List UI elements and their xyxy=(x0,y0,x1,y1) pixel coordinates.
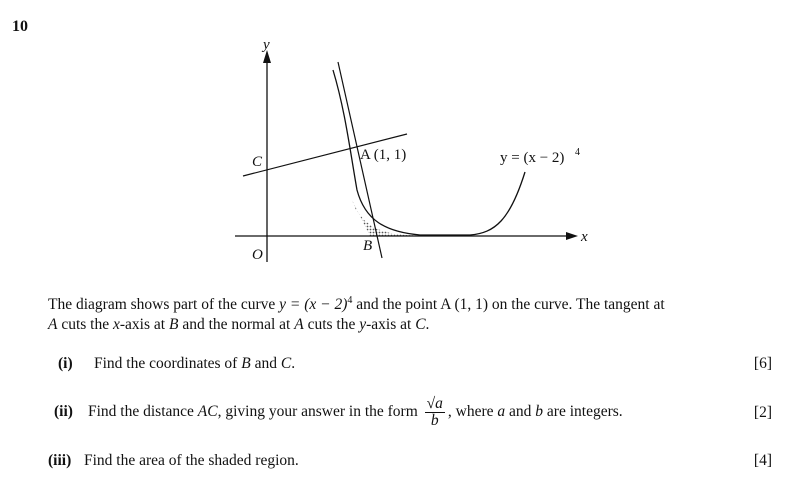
marks: [2] xyxy=(753,404,772,421)
stem-var: C xyxy=(415,316,426,334)
part-text: , where xyxy=(447,403,498,421)
stem-var: A xyxy=(294,316,304,334)
stem-equation: y = (x − 2) xyxy=(279,296,348,314)
stem-text: on the curve. The tangent at xyxy=(488,296,665,314)
stem-var: y xyxy=(359,316,367,334)
part-text: Find the coordinates of xyxy=(94,355,242,372)
stem-var: A xyxy=(48,316,58,334)
part-ii xyxy=(48,396,778,432)
part-text: Find the distance xyxy=(88,403,198,421)
x-axis-label: x xyxy=(581,229,588,245)
stem-line-1 xyxy=(48,291,778,315)
curve-label-exponent: 4 xyxy=(575,147,580,158)
part-text: and xyxy=(505,403,536,421)
part-text: , giving your answer in the form xyxy=(217,403,422,421)
question-number: 10 xyxy=(12,18,28,35)
part-text: Find the area of the shaded region. xyxy=(84,452,299,469)
stem-text: -axis at xyxy=(119,316,169,334)
stem-text: cuts the xyxy=(303,316,360,334)
part-text: . xyxy=(291,355,296,372)
part-text: and xyxy=(250,355,281,372)
x-axis-arrow xyxy=(566,232,578,240)
fraction-numerator: √a xyxy=(426,395,443,412)
stem-equation-exponent: 4 xyxy=(347,295,353,306)
stem-text: -axis at xyxy=(366,316,416,334)
stem-text: . xyxy=(425,316,430,334)
part-var: a xyxy=(497,403,506,421)
part-number: (ii) xyxy=(54,403,73,421)
point-b-label: B xyxy=(363,238,373,254)
marks: [4] xyxy=(753,452,772,469)
fraction-denominator: b xyxy=(430,412,439,429)
stem-text: and the normal at xyxy=(178,316,295,334)
point-a-label: A (1, 1) xyxy=(360,147,407,163)
stem-text: The diagram shows part of the curve xyxy=(48,296,280,314)
question-stem xyxy=(48,291,778,335)
fraction xyxy=(425,396,445,429)
marks: [6] xyxy=(753,355,772,372)
part-i xyxy=(48,355,778,377)
point-c-label: C xyxy=(252,154,263,170)
curve-label: y = (x − 2) xyxy=(500,150,565,166)
part-number: (i) xyxy=(58,355,73,372)
part-iii xyxy=(48,452,778,474)
part-var: b xyxy=(535,403,544,421)
origin-label: O xyxy=(252,247,263,263)
part-number: (iii) xyxy=(48,452,72,469)
stem-var: B xyxy=(168,316,179,334)
part-text: are integers. xyxy=(543,403,623,421)
stem-line-2 xyxy=(48,315,778,335)
part-var: AC xyxy=(197,403,218,421)
part-var: B xyxy=(241,355,251,372)
stem-var: x xyxy=(113,316,120,334)
y-axis-label: y xyxy=(263,37,270,53)
stem-text: cuts the xyxy=(57,316,113,334)
stem-point: A (1, 1) xyxy=(440,296,489,314)
stem-text: and the point xyxy=(352,296,441,314)
part-var: C xyxy=(280,355,292,372)
